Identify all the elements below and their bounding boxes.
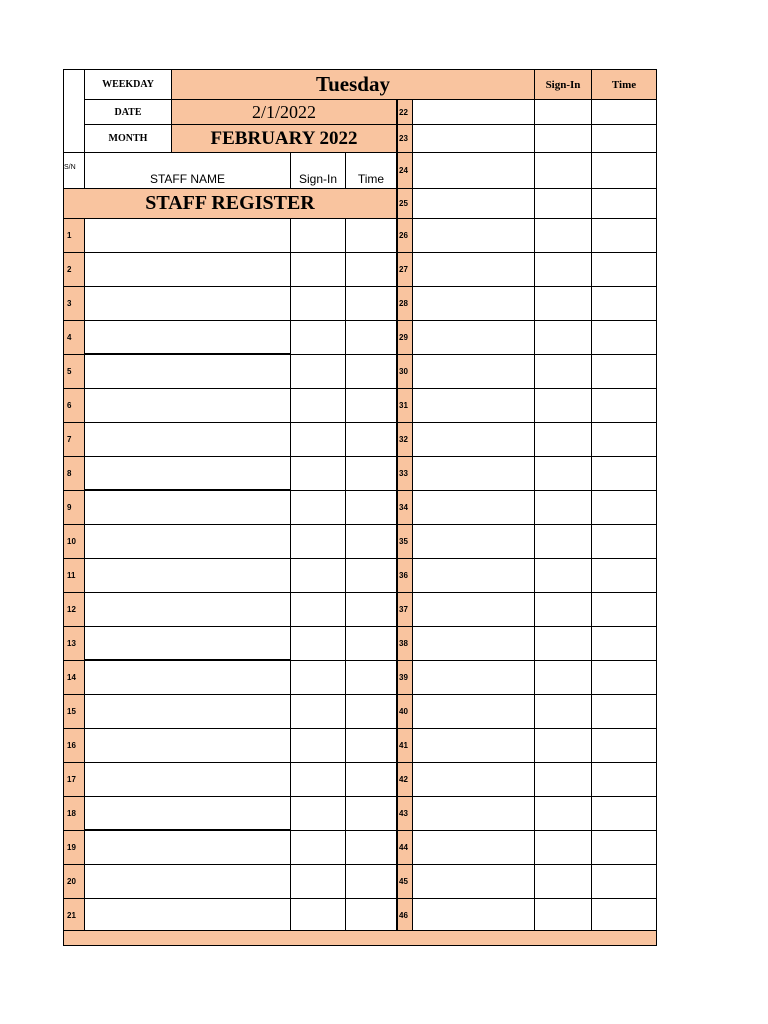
right-signin-cell[interactable]	[534, 592, 592, 627]
right-signin-cell[interactable]	[534, 286, 592, 321]
right-name-cell[interactable]	[412, 252, 535, 287]
staff-name-cell[interactable]	[84, 558, 291, 593]
right-signin-cell[interactable]	[534, 490, 592, 525]
left-row-number: 10	[63, 524, 85, 559]
right-time-cell[interactable]	[591, 218, 657, 253]
right-row-number: 44	[397, 830, 413, 865]
right-row-number: 42	[397, 762, 413, 797]
right-time-cell[interactable]	[591, 524, 657, 559]
staff-name-cell[interactable]	[84, 728, 291, 763]
time-cell[interactable]	[345, 286, 397, 321]
right-signin-cell[interactable]	[534, 152, 592, 189]
right-time-cell[interactable]	[591, 762, 657, 797]
right-name-cell[interactable]	[412, 660, 535, 695]
right-row-number: 25	[397, 188, 413, 219]
right-signin-cell[interactable]	[534, 252, 592, 287]
signin-cell[interactable]	[290, 830, 346, 865]
right-time-cell[interactable]	[591, 694, 657, 729]
signin-cell[interactable]	[290, 694, 346, 729]
right-name-cell[interactable]	[412, 99, 535, 125]
staff-name-cell[interactable]	[84, 796, 291, 831]
right-time-cell[interactable]	[591, 124, 657, 153]
right-name-cell[interactable]	[412, 124, 535, 153]
month-label: MONTH	[84, 124, 172, 153]
right-time-cell[interactable]	[591, 490, 657, 525]
right-row-number: 28	[397, 286, 413, 321]
left-signin-header: Sign-In	[290, 152, 346, 189]
right-signin-cell[interactable]	[534, 422, 592, 457]
left-row-number: 12	[63, 592, 85, 627]
signin-cell[interactable]	[290, 864, 346, 899]
staff-name-cell[interactable]	[84, 694, 291, 729]
signin-cell[interactable]	[290, 558, 346, 593]
right-row-number: 30	[397, 354, 413, 389]
time-cell[interactable]	[345, 354, 397, 389]
right-name-cell[interactable]	[412, 762, 535, 797]
signin-cell[interactable]	[290, 252, 346, 287]
right-name-cell[interactable]	[412, 592, 535, 627]
signin-cell[interactable]	[290, 422, 346, 457]
staff-name-cell[interactable]	[84, 354, 291, 389]
right-row-number: 26	[397, 218, 413, 253]
right-name-cell[interactable]	[412, 796, 535, 831]
left-row-number: 3	[63, 286, 85, 321]
right-time-cell[interactable]	[591, 188, 657, 219]
right-name-cell[interactable]	[412, 694, 535, 729]
right-row-number: 40	[397, 694, 413, 729]
signin-cell[interactable]	[290, 898, 346, 933]
right-name-cell[interactable]	[412, 286, 535, 321]
right-row-number: 34	[397, 490, 413, 525]
staff-name-cell[interactable]	[84, 422, 291, 457]
right-time-cell[interactable]	[591, 152, 657, 189]
right-row-number: 46	[397, 898, 413, 933]
staff-name-cell[interactable]	[84, 252, 291, 287]
staff-name-cell[interactable]	[84, 830, 291, 865]
right-signin-cell[interactable]	[534, 660, 592, 695]
right-time-cell[interactable]	[591, 252, 657, 287]
right-name-cell[interactable]	[412, 456, 535, 491]
signin-cell[interactable]	[290, 490, 346, 525]
left-row-number: 8	[63, 456, 85, 491]
right-signin-cell[interactable]	[534, 558, 592, 593]
right-signin-cell[interactable]	[534, 218, 592, 253]
staff-name-cell[interactable]	[84, 218, 291, 253]
staff-name-cell[interactable]	[84, 286, 291, 321]
right-signin-cell[interactable]	[534, 188, 592, 219]
right-time-cell[interactable]	[591, 388, 657, 423]
time-cell[interactable]	[345, 524, 397, 559]
right-name-cell[interactable]	[412, 188, 535, 219]
right-signin-cell[interactable]	[534, 796, 592, 831]
time-cell[interactable]	[345, 864, 397, 899]
right-signin-cell[interactable]	[534, 99, 592, 125]
time-cell[interactable]	[345, 320, 397, 355]
time-cell[interactable]	[345, 762, 397, 797]
right-row-number: 31	[397, 388, 413, 423]
right-name-cell[interactable]	[412, 864, 535, 899]
right-row-number: 22	[397, 99, 413, 125]
right-time-cell[interactable]	[591, 728, 657, 763]
signin-cell[interactable]	[290, 354, 346, 389]
staff-register-title: STAFF REGISTER	[63, 188, 397, 219]
left-row-number: 21	[63, 898, 85, 933]
left-time-header: Time	[345, 152, 397, 189]
left-row-number: 2	[63, 252, 85, 287]
time-cell[interactable]	[345, 558, 397, 593]
right-signin-cell[interactable]	[534, 626, 592, 661]
left-row-number: 6	[63, 388, 85, 423]
date-value[interactable]: 2/1/2022	[171, 99, 397, 125]
time-cell[interactable]	[345, 728, 397, 763]
right-signin-cell[interactable]	[534, 728, 592, 763]
right-signin-cell[interactable]	[534, 456, 592, 491]
right-name-cell[interactable]	[412, 898, 535, 933]
staff-name-cell[interactable]	[84, 592, 291, 627]
signin-cell[interactable]	[290, 762, 346, 797]
right-name-cell[interactable]	[412, 152, 535, 189]
left-row-number: 1	[63, 218, 85, 253]
left-row-number: 7	[63, 422, 85, 457]
time-cell[interactable]	[345, 898, 397, 933]
right-signin-cell[interactable]	[534, 898, 592, 933]
signin-cell[interactable]	[290, 626, 346, 661]
right-name-cell[interactable]	[412, 728, 535, 763]
right-time-cell[interactable]	[591, 830, 657, 865]
staff-name-header: STAFF NAME	[84, 152, 291, 189]
right-time-cell[interactable]	[591, 422, 657, 457]
right-signin-cell[interactable]	[534, 830, 592, 865]
staff-name-cell[interactable]	[84, 388, 291, 423]
left-row-number: 13	[63, 626, 85, 661]
time-cell[interactable]	[345, 422, 397, 457]
time-cell[interactable]	[345, 490, 397, 525]
time-cell[interactable]	[345, 626, 397, 661]
right-time-cell[interactable]	[591, 898, 657, 933]
right-row-number: 23	[397, 124, 413, 153]
time-cell[interactable]	[345, 796, 397, 831]
right-name-cell[interactable]	[412, 354, 535, 389]
right-row-number: 32	[397, 422, 413, 457]
right-time-cell[interactable]	[591, 796, 657, 831]
staff-name-cell[interactable]	[84, 660, 291, 695]
right-signin-cell[interactable]	[534, 524, 592, 559]
left-row-number: 5	[63, 354, 85, 389]
right-signin-cell[interactable]	[534, 320, 592, 355]
right-name-cell[interactable]	[412, 320, 535, 355]
left-row-number: 15	[63, 694, 85, 729]
right-row-number: 36	[397, 558, 413, 593]
right-name-cell[interactable]	[412, 218, 535, 253]
right-row-number: 37	[397, 592, 413, 627]
time-cell[interactable]	[345, 388, 397, 423]
time-cell[interactable]	[345, 592, 397, 627]
staff-name-cell[interactable]	[84, 898, 291, 933]
signin-cell[interactable]	[290, 524, 346, 559]
right-row-number: 33	[397, 456, 413, 491]
weekday-label: WEEKDAY	[84, 69, 172, 100]
time-cell[interactable]	[345, 660, 397, 695]
corner-blank-cell	[63, 69, 85, 153]
right-signin-header: Sign-In	[534, 69, 592, 100]
right-name-cell[interactable]	[412, 422, 535, 457]
right-name-cell[interactable]	[412, 830, 535, 865]
time-cell[interactable]	[345, 456, 397, 491]
left-row-number: 19	[63, 830, 85, 865]
right-time-header: Time	[591, 69, 657, 100]
right-row-number: 27	[397, 252, 413, 287]
right-time-cell[interactable]	[591, 558, 657, 593]
right-time-cell[interactable]	[591, 456, 657, 491]
staff-name-cell[interactable]	[84, 456, 291, 491]
date-label: DATE	[84, 99, 172, 125]
right-time-cell[interactable]	[591, 592, 657, 627]
signin-cell[interactable]	[290, 660, 346, 695]
signin-cell[interactable]	[290, 456, 346, 491]
right-time-cell[interactable]	[591, 320, 657, 355]
right-row-number: 43	[397, 796, 413, 831]
right-name-cell[interactable]	[412, 558, 535, 593]
signin-cell[interactable]	[290, 286, 346, 321]
staff-name-cell[interactable]	[84, 490, 291, 525]
signin-cell[interactable]	[290, 592, 346, 627]
right-row-number: 39	[397, 660, 413, 695]
right-row-number: 35	[397, 524, 413, 559]
right-time-cell[interactable]	[591, 286, 657, 321]
staff-name-cell[interactable]	[84, 864, 291, 899]
right-signin-cell[interactable]	[534, 388, 592, 423]
footer-band	[63, 930, 657, 946]
right-signin-cell[interactable]	[534, 694, 592, 729]
left-row-number: 4	[63, 320, 85, 355]
right-signin-cell[interactable]	[534, 864, 592, 899]
time-cell[interactable]	[345, 830, 397, 865]
sn-header: S/N	[63, 152, 85, 189]
staff-name-cell[interactable]	[84, 524, 291, 559]
right-time-cell[interactable]	[591, 99, 657, 125]
right-time-cell[interactable]	[591, 660, 657, 695]
left-row-number: 11	[63, 558, 85, 593]
staff-name-cell[interactable]	[84, 762, 291, 797]
time-cell[interactable]	[345, 694, 397, 729]
right-row-number: 38	[397, 626, 413, 661]
right-signin-cell[interactable]	[534, 762, 592, 797]
right-time-cell[interactable]	[591, 864, 657, 899]
left-row-number: 17	[63, 762, 85, 797]
month-value[interactable]: FEBRUARY 2022	[171, 124, 397, 153]
signin-cell[interactable]	[290, 796, 346, 831]
left-row-number: 20	[63, 864, 85, 899]
right-signin-cell[interactable]	[534, 124, 592, 153]
weekday-value[interactable]: Tuesday	[171, 69, 535, 100]
right-row-number: 41	[397, 728, 413, 763]
right-name-cell[interactable]	[412, 626, 535, 661]
right-name-cell[interactable]	[412, 490, 535, 525]
right-time-cell[interactable]	[591, 354, 657, 389]
left-row-number: 16	[63, 728, 85, 763]
signin-cell[interactable]	[290, 218, 346, 253]
left-row-number: 18	[63, 796, 85, 831]
right-row-number: 24	[397, 152, 413, 189]
right-time-cell[interactable]	[591, 626, 657, 661]
right-name-cell[interactable]	[412, 388, 535, 423]
left-row-number: 9	[63, 490, 85, 525]
right-signin-cell[interactable]	[534, 354, 592, 389]
left-row-number: 14	[63, 660, 85, 695]
signin-cell[interactable]	[290, 320, 346, 355]
time-cell[interactable]	[345, 218, 397, 253]
staff-name-cell[interactable]	[84, 626, 291, 661]
signin-cell[interactable]	[290, 728, 346, 763]
time-cell[interactable]	[345, 252, 397, 287]
right-row-number: 45	[397, 864, 413, 899]
right-name-cell[interactable]	[412, 524, 535, 559]
right-row-number: 29	[397, 320, 413, 355]
staff-name-cell[interactable]	[84, 320, 291, 355]
signin-cell[interactable]	[290, 388, 346, 423]
